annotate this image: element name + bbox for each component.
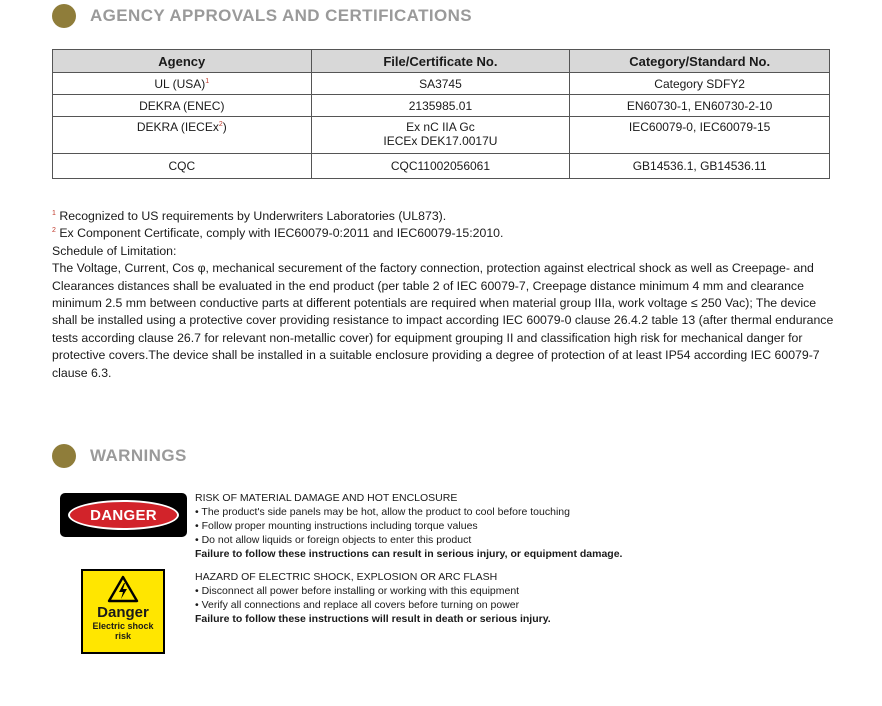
warning-bullet: • Verify all connections and replace all covers before turning on power <box>195 598 551 612</box>
footnote-marker: 1 <box>52 209 56 217</box>
file-cell: CQC11002056061 <box>311 154 570 179</box>
shock-sign-title: Danger <box>97 604 149 621</box>
warning-failure-note: Failure to follow these instructions can result in serious injury, or equipment damage. <box>195 548 623 560</box>
column-header-standard: Category/Standard No. <box>570 50 830 73</box>
agency-cell: DEKRA (ENEC) <box>53 95 312 117</box>
shock-sign-line: risk <box>114 631 131 641</box>
table-row <box>53 117 830 154</box>
schedule-title: Schedule of Limitation: <box>52 243 177 258</box>
file-cell: 2135985.01 <box>311 95 570 117</box>
warning-text <box>195 491 622 561</box>
warning-title: RISK OF MATERIAL DAMAGE AND HOT ENCLOSURE <box>195 492 458 504</box>
footnote-marker: 2 <box>218 121 223 128</box>
footnotes <box>52 208 842 382</box>
table-row <box>53 73 830 95</box>
section-bullet-icon <box>52 444 76 468</box>
section-bullet-icon <box>52 4 76 28</box>
warning-bullet: • The product's side panels may be hot, allow the product to cool before touching <box>195 505 622 519</box>
column-header-file: File/Certificate No. <box>311 50 570 73</box>
table-row <box>53 154 830 179</box>
warning-bullet: • Do not allow liquids or foreign objects to enter this product <box>195 533 622 547</box>
warning-bullet: • Follow proper mounting instructions including torque values <box>195 519 622 533</box>
footnote-marker: 2 <box>52 227 56 235</box>
warning-failure-note: Failure to follow these instructions will result in death or serious injury. <box>195 613 551 625</box>
standard-cell: EN60730-1, EN60730-2-10 <box>570 95 830 117</box>
footnote-text: Ex Component Certificate, comply with IEC60079-0:2011 and IEC60079-15:2010. <box>55 226 504 241</box>
warning-text <box>195 570 551 626</box>
file-cell: SA3745 <box>311 73 570 95</box>
footnote-1 <box>52 208 842 225</box>
agency-name: UL (USA) <box>154 76 206 91</box>
danger-sign-icon <box>60 493 187 537</box>
section-title: WARNINGS <box>90 446 187 465</box>
file-cell <box>311 117 570 154</box>
warning-title: HAZARD OF ELECTRIC SHOCK, EXPLOSION OR ARC FLASH <box>195 571 498 583</box>
footnote-text: Recognized to US requirements by Underwriters Laboratories (UL873). <box>55 209 447 223</box>
standard-cell: GB14536.1, GB14536.11 <box>570 154 830 179</box>
table-header-row <box>53 50 830 73</box>
agency-name: DEKRA (IECEx <box>136 120 219 134</box>
footnote-marker: 1 <box>205 77 210 85</box>
footnote-2 <box>52 225 842 242</box>
agency-cell <box>53 117 312 154</box>
warning-bullet: • Disconnect all power before installing or working with this equipment <box>195 584 551 598</box>
agency-section-header <box>52 4 472 28</box>
file-line: IECEx DEK17.0017U <box>383 134 498 148</box>
agency-cell <box>53 73 312 95</box>
warning-block-electric-shock <box>195 570 551 626</box>
electric-shock-warning-icon <box>81 569 165 654</box>
warning-block-material-damage <box>195 491 622 561</box>
schedule-body: The Voltage, Current, Cos φ, mechanical securement of the factory connection, protection against electrical shock as well as Creepage- and Clearances distances shall be evaluated in the end product (per table 2 of IEC 60079-7, Creepage distance minimum 4 mm and clearance minimum 2.5 mm between conductive parts at different potentials are required when material group IIIa, work voltage ≤ 250 Vac); The device shall be installed using a protective cover providing resistance to impact according IEC 60079-0 clause 26.4.2 table 13 (after thermal endurance tests according clause 26.7 for relevant non-metallic cover) for equipment grouping II and classification high risk for mechanical danger for protective covers.The device shall be installed in a suitable enclosure providing a degree of protection of at least IP54 according IEC 60079-7 clause 6.3. <box>52 261 834 380</box>
standard-cell: IEC60079-0, IEC60079-15 <box>570 117 830 154</box>
warnings-section-header <box>52 444 187 468</box>
section-title: AGENCY APPROVALS AND CERTIFICATIONS <box>90 6 473 25</box>
agency-name-suffix: ) <box>222 120 227 134</box>
standard-cell: Category SDFY2 <box>570 73 830 95</box>
agency-cell: CQC <box>53 154 312 179</box>
column-header-agency: Agency <box>53 50 312 73</box>
danger-label: DANGER <box>68 500 179 530</box>
warning-triangle-icon <box>107 575 139 603</box>
agency-table <box>52 49 830 179</box>
shock-sign-line: Electric shock <box>92 621 154 631</box>
table-row <box>53 95 830 117</box>
file-line: Ex nC IIA Gc <box>406 120 475 134</box>
